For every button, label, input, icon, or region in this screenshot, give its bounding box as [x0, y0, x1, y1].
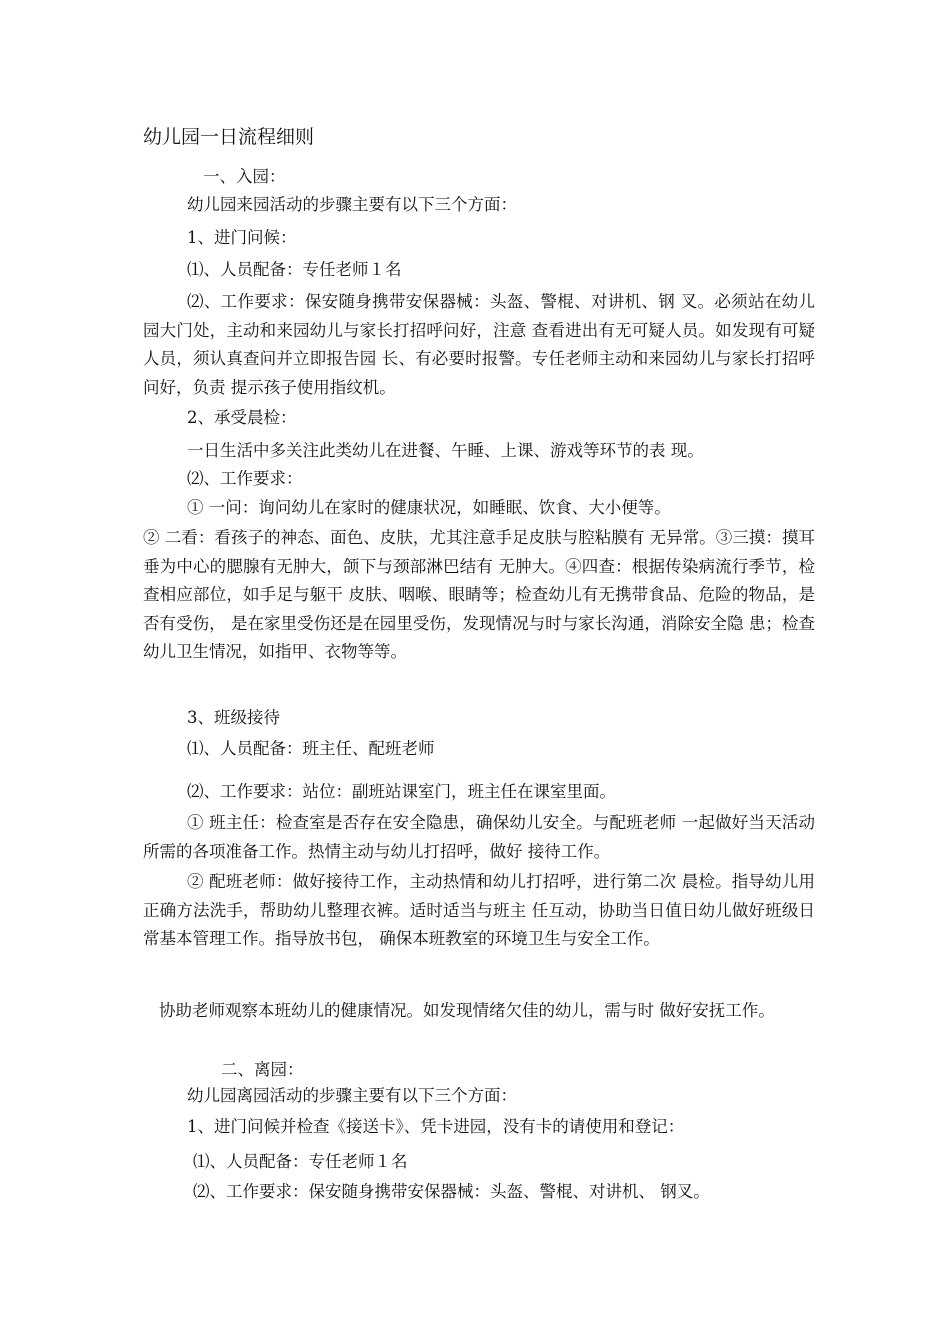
section-heading: 一、入园：	[203, 167, 286, 186]
paragraph-line: 幼儿园离园活动的步骤主要有以下三个方面：	[187, 1086, 517, 1105]
paragraph-line: ① 一问：询问幼儿在家时的健康状况，如睡眠、饮食、大小便等。	[187, 498, 671, 517]
paragraph: ② 二看：看孩子的神态、面色、皮肤，尤其注意手足皮肤与腔粘膜有 无异常。③三摸：摸耳垂为中心的腮腺有无肿大，颌下与颈部淋巴结有 无肿大。④四查：根据传染病流行季节，检查相应部位，如手足与躯干 皮肤、咽喉、眼睛等；检查幼儿有无携带食品、危险的物品，是否有受伤， 是在家里受伤还是在园里受伤，发现情况与时与家长沟通，消除安全隐 患；检查幼儿卫生情况，如指甲、衣物等等。	[143, 528, 815, 662]
paragraph-line: ⑴、人员配备：专任老师１名	[187, 260, 402, 279]
paragraph-line: ⑵、工作要求：	[187, 469, 303, 488]
subsection-heading: 2、承受晨检：	[187, 408, 297, 427]
paragraph-line: ⑵、工作要求：站位：副班站课室门，班主任在课室里面。	[187, 782, 616, 801]
subsection-heading: 3、班级接待	[187, 708, 280, 727]
paragraph: ② 配班老师：做好接待工作，主动热情和幼儿打招呼，进行第二次 晨检。指导幼儿用正确方法洗手，帮助幼儿整理衣裤。适时适当与班主 任互动，协助当日值日幼儿做好班级日常基本管理工作。指导放书包， 确保本班教室的环境卫生与安全工作。	[143, 872, 815, 949]
paragraph-line: 幼儿园来园活动的步骤主要有以下三个方面：	[187, 195, 517, 214]
subsection-heading: 1、进门问候并检查《接送卡》、凭卡进园，没有卡的请使用和登记：	[187, 1117, 685, 1136]
paragraph-line: 一日生活中多关注此类幼儿在进餐、午睡、上课、游戏等环节的表 现。	[187, 441, 704, 460]
paragraph-line: ⑵、工作要求：保安随身携带安保器械：头盔、警棍、对讲机、 钢叉。	[193, 1182, 710, 1201]
paragraph: ① 班主任：检查室是否存在安全隐患，确保幼儿安全。与配班老师 一起做好当天活动所需的各项准备工作。热情主动与幼儿打招呼，做好 接待工作。	[143, 813, 815, 861]
paragraph-line: ⑴、人员配备：专任老师１名	[193, 1152, 408, 1171]
paragraph: 协助老师观察本班幼儿的健康情况。如发现情绪欠佳的幼儿，需与时 做好安抚工作。	[159, 1001, 775, 1020]
page-title: 幼儿园一日流程细则	[143, 126, 315, 148]
subsection-heading: 1、进门问候：	[187, 228, 297, 247]
paragraph: ⑵、工作要求：保安随身携带安保器械：头盔、警棍、对讲机、钢 叉。必须站在幼儿园大门处，主动和来园幼儿与家长打招呼问好，注意 查看进出有无可疑人员。如发现有可疑人员，须认真查问并立即报告园 长、有必要时报警。专任老师主动和来园幼儿与家长打招呼问好，负责 提示孩子使用指纹机。	[143, 292, 815, 397]
section-heading: 二、离园：	[221, 1060, 304, 1079]
paragraph-line: ⑴、人员配备：班主任、配班老师	[187, 739, 435, 758]
